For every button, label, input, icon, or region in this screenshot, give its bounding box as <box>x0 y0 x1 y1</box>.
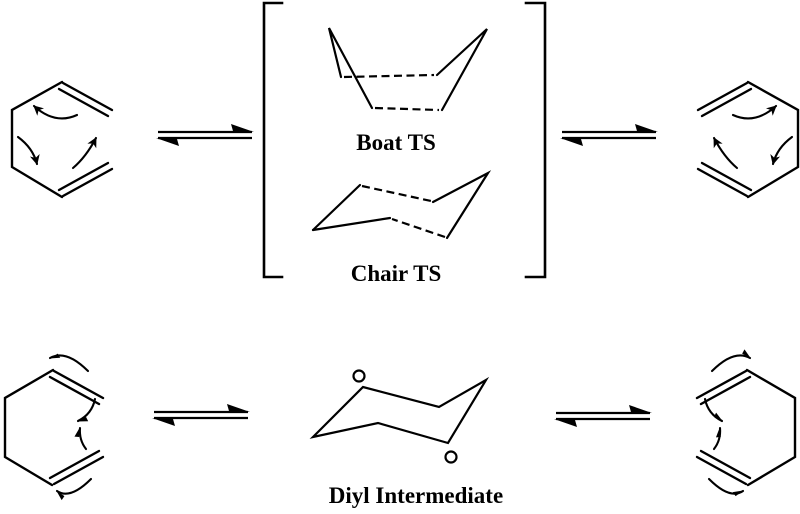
chair-ts-structure <box>313 173 488 238</box>
fishhook-arrow-icon <box>709 479 743 494</box>
partial-bond-dashed <box>344 75 434 77</box>
equilibrium-arrow-bottom-left <box>152 404 250 426</box>
allyl-fragment-right <box>433 173 488 238</box>
double-bond-upper <box>698 83 751 116</box>
equilibrium-arrow-bottom-right <box>554 405 652 427</box>
chair-ts-label: Chair TS <box>350 261 442 286</box>
partial-bond-dashed <box>375 108 439 110</box>
curved-arrow-icon <box>73 138 96 168</box>
boat-ts-label: Boat TS <box>356 130 436 155</box>
curved-arrow-icon <box>34 106 77 118</box>
carbon-chain <box>748 82 798 197</box>
curved-arrow-icon <box>18 137 37 164</box>
fishhook-arrow-icon <box>50 355 88 371</box>
curved-arrow-icon <box>773 137 792 164</box>
curved-arrow-icon <box>714 138 737 168</box>
curved-arrow-icon <box>733 106 776 118</box>
fishhook-arrow-icon <box>57 479 91 494</box>
right-bracket <box>526 3 545 277</box>
reactant-structure-top-left <box>12 82 112 197</box>
fishhook-arrow-icon <box>80 428 86 449</box>
double-bond-lower <box>698 163 751 196</box>
diyl-intermediate-label: Diyl Intermediate <box>328 483 504 508</box>
product-structure-top-right <box>698 82 798 197</box>
fishhook-arrow-icon <box>705 399 722 421</box>
partial-bond-dashed <box>392 219 445 237</box>
product-structure-bottom-right <box>697 355 795 493</box>
diyl-intermediate-structure <box>313 371 486 463</box>
double-bond-lower <box>59 163 112 196</box>
allyl-fragment-right <box>437 29 487 110</box>
reactant-structure-bottom-left <box>5 355 103 493</box>
carbon-chain <box>747 370 795 485</box>
radical-dot-icon <box>354 371 365 382</box>
carbon-chain <box>12 82 62 197</box>
equilibrium-arrow-top-right <box>560 124 658 146</box>
double-bond-upper <box>59 83 112 116</box>
fishhook-arrow-icon <box>714 428 720 449</box>
fishhook-arrow-icon <box>78 399 95 421</box>
fishhook-arrow-icon <box>712 355 750 371</box>
boat-ts-structure <box>329 28 487 110</box>
cyclohexane-chair-ring <box>313 380 486 443</box>
double-bond-lower <box>50 451 103 484</box>
carbon-chain <box>5 370 53 485</box>
radical-dot-icon <box>446 452 457 463</box>
partial-bond-dashed <box>362 186 431 201</box>
allyl-fragment-left <box>329 28 372 108</box>
equilibrium-arrow-top-left <box>156 124 254 146</box>
left-bracket <box>264 3 282 277</box>
double-bond-lower <box>697 451 750 484</box>
